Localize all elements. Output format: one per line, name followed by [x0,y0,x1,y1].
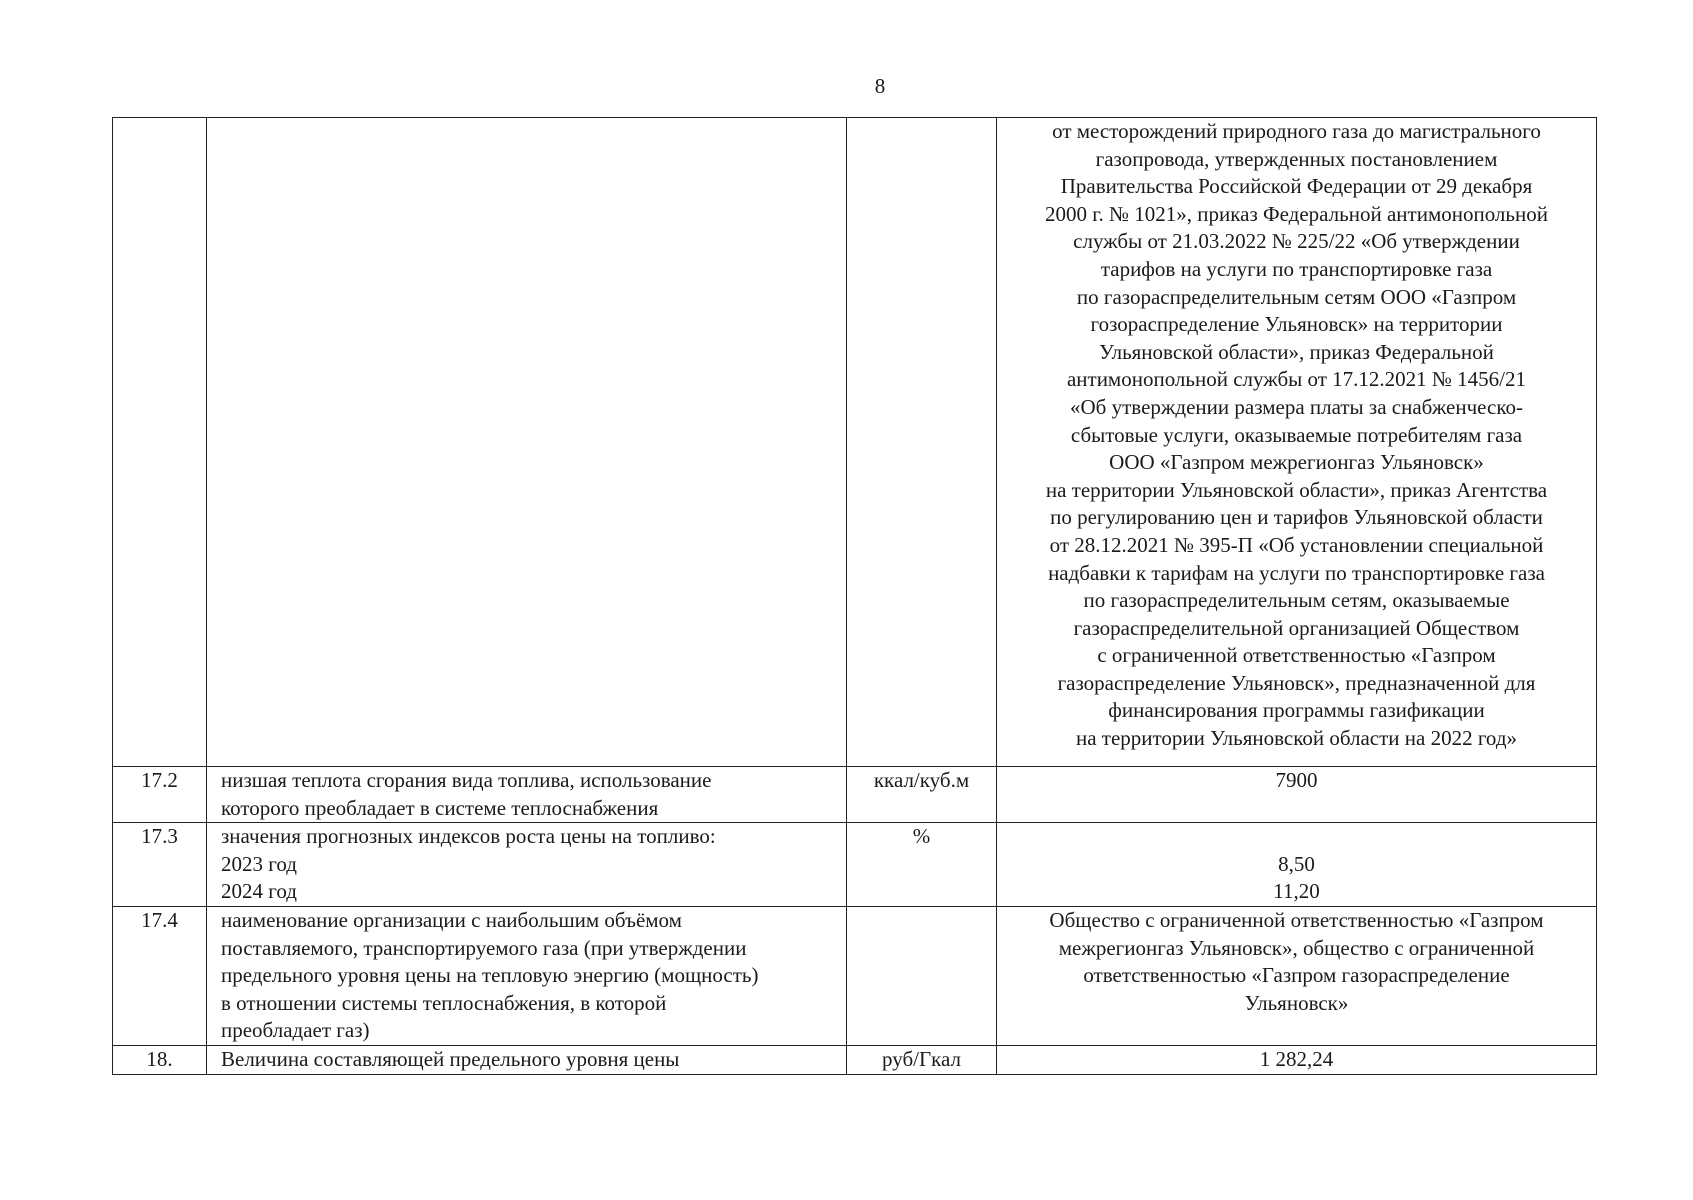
value-line: по газораспределительным сетям, оказываемые [1083,588,1510,613]
value-line: газопровода, утвержденных постановлением [1095,146,1498,171]
value-line: Ульяновск» [1244,990,1349,1015]
value-spacer [1003,823,1590,851]
value-line: Ульяновской области», приказ Федеральной [1099,339,1494,364]
row-unit-cell: % [847,823,997,907]
value-line: 1 282,24 [1259,1046,1334,1071]
row-name-cell [207,823,847,907]
name-line: 2023 год [221,851,297,876]
table-row [113,767,1597,823]
row-number-cell: 17.3 [113,823,207,907]
name-line: предельного уровня цены на тепловую энергию (мощность) [221,963,759,988]
row-unit-cell: руб/Гкал [847,1045,997,1074]
name-line: в отношении системы теплоснабжения, в которой [221,990,667,1015]
name-line: значения прогнозных индексов роста цены на топливо: [221,824,716,849]
value-line: финансирования программы газификации [1108,698,1485,723]
value-line: от месторождений природного газа до магистрального [1052,119,1541,143]
value-line: гозораспределение Ульяновск» на территории [1090,312,1503,337]
value-line: ответственностью «Газпром газораспределение [1083,963,1510,988]
value-line: 2000 г. № 1021», приказ Федеральной антимонопольной [1045,201,1548,226]
row-value-cell [997,1045,1597,1074]
value-line: надбавки к тарифам на услуги по транспортировке газа [1048,560,1545,585]
value-line: 11,20 [1273,879,1320,904]
value-line: газораспределительной организацией Обществом [1073,615,1520,640]
value-line: службы от 21.03.2022 № 225/22 «Об утверждении [1073,229,1520,254]
row-value-cell [997,906,1597,1045]
table-row-continuation [113,118,1597,767]
name-line: преобладает газ) [221,1018,370,1043]
row-name-cell [207,118,847,767]
name-line: поставляемого, транспортируемого газа (при утверждении [221,935,747,960]
table-row [113,906,1597,1045]
row-number-cell [113,118,207,767]
value-line: Правительства Российской Федерации от 29 декабря [1060,174,1533,199]
page-number: 8 [874,74,886,98]
value-line: сбытовые услуги, оказываемые потребителям газа [1070,422,1523,447]
row-number-cell: 18. [113,1045,207,1074]
name-line: которого преобладает в системе теплоснабжения [221,795,659,820]
row-value-cell [997,823,1597,907]
value-line: от 28.12.2021 № 395-П «Об установлении специальной [1049,532,1544,557]
value-line: на территории Ульяновской области», приказ Агентства [1045,477,1548,502]
value-line: тарифов на услуги по транспортировке газа [1100,256,1493,281]
tariff-table [112,117,1597,1075]
value-line: Общество с ограниченной ответственностью «Газпром [1049,907,1544,932]
name-line: низшая теплота сгорания вида топлива, использование [221,768,712,792]
table-row [113,1045,1597,1074]
row-unit-cell: ккал/куб.м [847,767,997,823]
name-line: наименование организации с наибольшим объёмом [221,907,682,932]
value-line: ООО «Газпром межрегионгаз Ульяновск» [1109,450,1484,475]
value-line: 7900 [1275,768,1318,792]
row-value-cell [997,118,1597,767]
value-line: по регулированию цен и тарифов Ульяновской области [1050,505,1543,530]
row-unit-cell [847,118,997,767]
value-line: с ограниченной ответственностью «Газпром [1097,643,1496,668]
row-name-cell [207,767,847,823]
value-line: 8,50 [1278,851,1315,876]
value-line: по газораспределительным сетям ООО «Газпром [1076,284,1517,309]
row-name-cell [207,906,847,1045]
row-number-cell: 17.2 [113,767,207,823]
value-line: «Об утверждении размера платы за снабженческо- [1070,394,1523,419]
row-unit-cell [847,906,997,1045]
value-line: межрегионгаз Ульяновск», общество с ограниченной [1058,935,1535,960]
row-number-cell: 17.4 [113,906,207,1045]
table-row [113,823,1597,907]
row-name-cell [207,1045,847,1074]
value-line: на территории Ульяновской области на 2022 год» [1075,726,1518,751]
name-line: 2024 год [221,879,297,904]
value-line: антимонопольной службы от 17.12.2021 № 1456/21 [1066,367,1527,392]
value-line: газораспределение Ульяновск», предназначенной для [1057,670,1536,695]
row-value-cell [997,767,1597,823]
name-line: Величина составляющей предельного уровня цены [221,1046,680,1071]
